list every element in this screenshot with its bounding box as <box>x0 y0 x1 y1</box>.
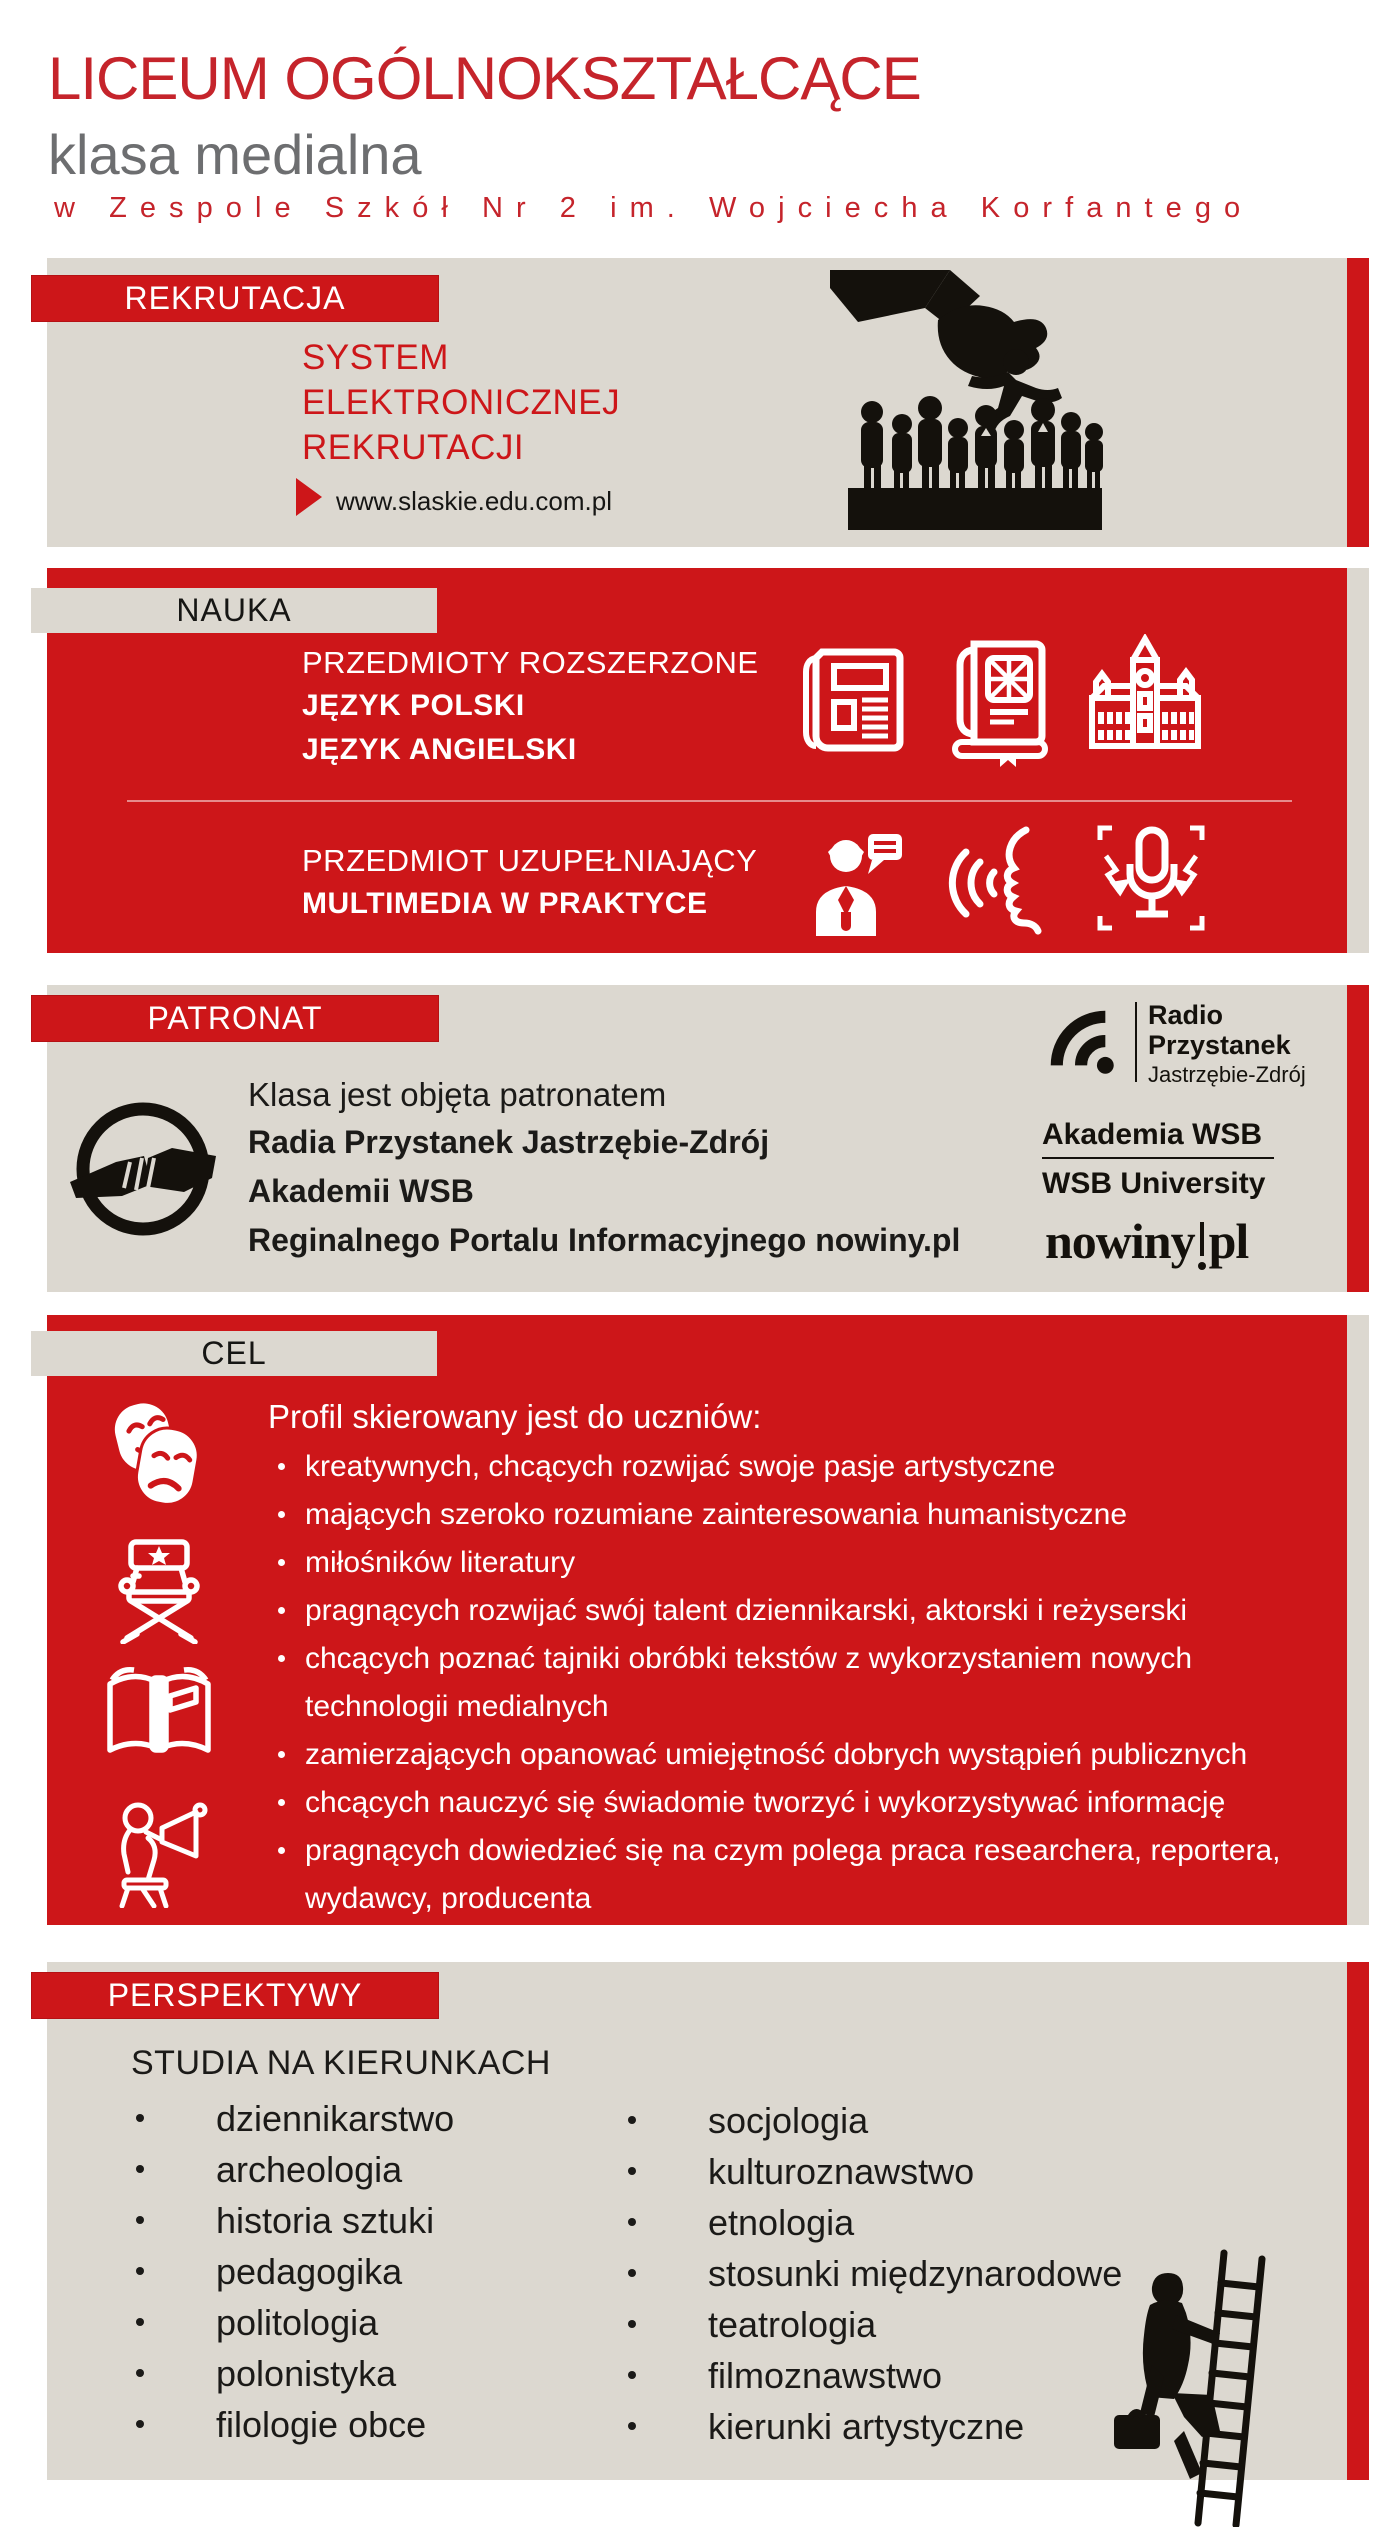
supplementary-subject-1: MULTIMEDIA W PRAKTYCE <box>302 887 708 920</box>
bullet-dot <box>628 2218 636 2226</box>
bullet-dot <box>136 2420 144 2428</box>
cel-bullet: kreatywnych, chcących rozwijać swoje pasje artystyczne <box>278 1450 1055 1484</box>
rekrutacja-line-3: REKRUTACJI <box>302 428 525 467</box>
study-field-item: kulturoznawstwo <box>628 2151 974 2193</box>
bullet-dot <box>628 2371 636 2379</box>
section-label-rekrutacja: REKRUTACJA <box>31 275 439 322</box>
newspaper-icon <box>800 642 915 760</box>
school-name-tagline: w Zespole Szkół Nr 2 im. Wojciecha Korfantego <box>54 192 1254 224</box>
bullet-dot <box>278 1751 285 1758</box>
section-label-perspektywy: PERSPEKTYWY <box>31 1972 439 2019</box>
study-field-item: teatrologia <box>628 2304 876 2346</box>
bullet-dot <box>628 2116 636 2124</box>
cel-bullet: chcących poznać tajniki obróbki tekstów z wykorzystaniem nowych <box>278 1642 1192 1676</box>
cel-bullet: mających szeroko rozumiane zainteresowania humanistyczne <box>278 1498 1127 1532</box>
logo-divider <box>1135 1002 1137 1082</box>
wsb-logo-line2: WSB University <box>1042 1167 1266 1200</box>
handshake-icon <box>68 1096 218 1242</box>
bullet-dot <box>278 1847 285 1854</box>
studies-heading: STUDIA NA KIERUNKACH <box>131 2044 551 2082</box>
study-field-item: etnologia <box>628 2202 854 2244</box>
bullet-dot <box>278 1655 285 1662</box>
bullet-dot <box>628 2167 636 2175</box>
radio-logo-line3: Jastrzębie-Zdrój <box>1148 1062 1306 1087</box>
rekrutacja-line-1: SYSTEM <box>302 338 449 377</box>
study-field-item: filmoznawstwo <box>628 2355 942 2397</box>
patron-nowiny: Reginalnego Portalu Informacyjnego nowiny.pl <box>248 1222 961 1258</box>
study-field-item: stosunki międzynarodowe <box>628 2253 1122 2295</box>
bullet-dot <box>278 1607 285 1614</box>
accent-stripe <box>1347 568 1369 953</box>
bullet-dot <box>628 2320 636 2328</box>
radio-logo-line2: Przystanek <box>1148 1030 1291 1060</box>
cel-bullet: chcących nauczyć się świadomie tworzyć i wykorzystywać informację <box>278 1786 1225 1820</box>
theater-masks-icon <box>100 1396 215 1508</box>
section-label-cel: CEL <box>31 1331 437 1376</box>
patron-wsb: Akademii WSB <box>248 1173 474 1209</box>
career-ladder-icon <box>1100 2245 1275 2527</box>
microphone-icon <box>1092 818 1210 938</box>
page-title: LICEUM OGÓLNOKSZTAŁCĄCE <box>48 45 921 112</box>
study-field-item: socjologia <box>628 2100 868 2142</box>
study-field-item: pedagogika <box>136 2251 402 2293</box>
bullet-dot <box>278 1559 285 1566</box>
section-label-patronat: PATRONAT <box>31 995 439 1042</box>
supplementary-subject-title: PRZEDMIOT UZUPEŁNIAJĄCY <box>302 843 758 878</box>
nowiny-logo-right: pl <box>1208 1213 1249 1269</box>
bullet-dot <box>136 2318 144 2326</box>
bullet-dot <box>278 1799 285 1806</box>
study-field-item: kierunki artystyczne <box>628 2406 1024 2448</box>
section-label-nauka: NAUKA <box>31 588 437 633</box>
wsb-logo-line1: Akademia WSB <box>1042 1118 1263 1151</box>
cel-bullet: pragnących rozwijać swój talent dziennikarski, aktorski i reżyserski <box>278 1594 1187 1628</box>
extended-subject-1: JĘZYK POLSKI <box>302 689 525 722</box>
open-book-icon <box>100 1662 218 1760</box>
radio-logo-line1: Radio <box>1148 1000 1224 1030</box>
page-subtitle: klasa medialna <box>48 123 422 186</box>
study-field-item: filologie obce <box>136 2404 426 2446</box>
study-field-item: dziennikarstwo <box>136 2098 454 2140</box>
bullet-dot <box>136 2369 144 2377</box>
university-building-icon <box>1080 634 1208 756</box>
bullet-dot <box>628 2269 636 2277</box>
accent-stripe <box>1347 258 1369 547</box>
rekrutacja-line-2: ELEKTRONICZNEJ <box>302 383 621 422</box>
accent-stripe <box>1347 1315 1369 1925</box>
hand-picking-person-from-crowd-illustration <box>830 270 1120 532</box>
study-field-item: politologia <box>136 2302 378 2344</box>
study-field-item: archeologia <box>136 2149 402 2191</box>
wsb-logo-rule <box>1042 1157 1274 1159</box>
recruitment-url[interactable]: www.slaskie.edu.com.pl <box>336 486 612 516</box>
reporter-icon <box>810 830 905 938</box>
bullet-dot <box>136 2267 144 2275</box>
cel-intro: Profil skierowany jest do uczniów: <box>268 1398 762 1435</box>
divider <box>127 800 1292 802</box>
speaking-voice-icon <box>940 824 1055 942</box>
bullet-dot <box>136 2216 144 2224</box>
nowiny-exclamation-icon <box>1195 1212 1209 1270</box>
bullet-dot <box>136 2114 144 2122</box>
patron-radio: Radia Przystanek Jastrzębie-Zdrój <box>248 1124 770 1160</box>
bullet-dot <box>628 2422 636 2430</box>
accent-stripe <box>1347 985 1369 1292</box>
bullet-dot <box>278 1511 285 1518</box>
cel-bullet-continuation: wydawcy, producenta <box>305 1882 592 1915</box>
nowiny-logo <box>1045 1212 1248 1270</box>
bullet-dot <box>136 2165 144 2173</box>
announcer-megaphone-icon <box>108 1798 213 1908</box>
bullet-dot <box>278 1463 285 1470</box>
patronat-intro: Klasa jest objęta patronatem <box>248 1076 667 1113</box>
study-field-item: historia sztuki <box>136 2200 434 2242</box>
cel-bullet: miłośników literatury <box>278 1546 575 1580</box>
english-book-icon <box>948 636 1053 768</box>
director-chair-icon <box>103 1536 215 1644</box>
accent-stripe <box>1347 1962 1369 2480</box>
cel-bullet: pragnących dowiedzieć się na czym polega praca researchera, reportera, <box>278 1834 1281 1868</box>
study-field-item: polonistyka <box>136 2353 396 2395</box>
extended-subjects-title: PRZEDMIOTY ROZSZERZONE <box>302 645 759 680</box>
cel-bullet-continuation: technologii medialnych <box>305 1690 609 1723</box>
arrow-icon <box>296 478 322 516</box>
cel-bullet: zamierzających opanować umiejętność dobrych wystąpień publicznych <box>278 1738 1247 1772</box>
nowiny-logo-left: nowiny <box>1045 1213 1195 1269</box>
extended-subject-2: JĘZYK ANGIELSKI <box>302 733 577 766</box>
radio-waves-icon <box>1040 1000 1124 1084</box>
